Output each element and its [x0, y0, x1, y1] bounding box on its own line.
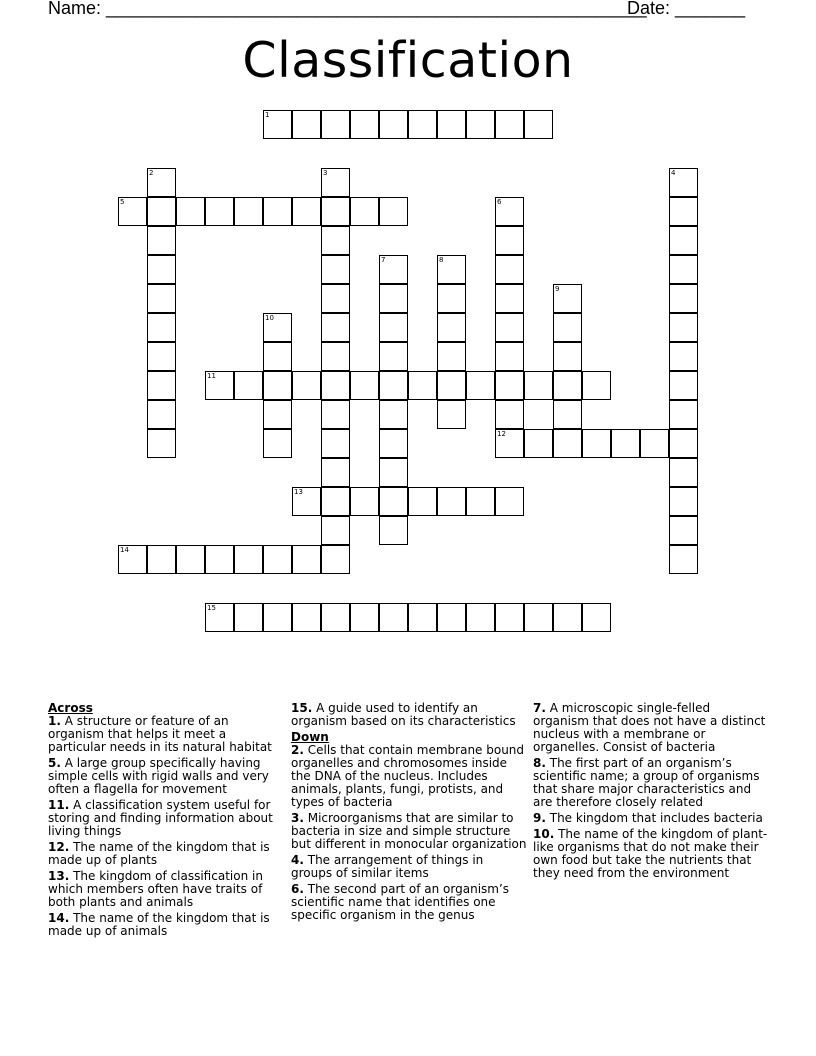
crossword-cell[interactable] [553, 603, 582, 632]
crossword-cell[interactable] [292, 371, 321, 400]
crossword-cell[interactable] [437, 603, 466, 632]
clue-text: The arrangement of things in groups of similar items [291, 853, 484, 880]
clue-item [291, 744, 527, 809]
crossword-cell[interactable] [437, 400, 466, 429]
across-heading: Across [48, 701, 93, 715]
crossword-cell[interactable] [147, 400, 176, 429]
cell-number: 14 [120, 546, 129, 554]
crossword-cell[interactable] [321, 371, 350, 400]
crossword-cell[interactable] [582, 603, 611, 632]
crossword-cell[interactable] [669, 197, 698, 226]
crossword-cell[interactable] [669, 313, 698, 342]
crossword-cell[interactable] [379, 458, 408, 487]
crossword-cell[interactable] [553, 400, 582, 429]
crossword-cell[interactable] [524, 429, 553, 458]
crossword-cell[interactable] [669, 371, 698, 400]
cell-number: 10 [265, 314, 274, 322]
crossword-cell[interactable] [350, 110, 379, 139]
cell-number: 13 [294, 488, 303, 496]
cell-number: 15 [207, 604, 216, 612]
crossword-cell[interactable] [292, 487, 321, 516]
clue-text: The second part of an organism’s scientific name that identifies one specific organism in the genus [291, 882, 510, 922]
crossword-cell[interactable] [466, 110, 495, 139]
clue-number: 10. [533, 827, 555, 841]
crossword-cell[interactable] [350, 487, 379, 516]
clue-text: A guide used to identify an organism based on its characteristics [291, 701, 516, 728]
crossword-cell[interactable] [118, 545, 147, 574]
crossword-cell[interactable] [669, 168, 698, 197]
cell-number: 12 [497, 430, 506, 438]
cell-number: 2 [149, 169, 154, 177]
crossword-cell[interactable] [321, 342, 350, 371]
crossword-cell[interactable] [205, 371, 234, 400]
crossword-cell[interactable] [379, 400, 408, 429]
crossword-cell[interactable] [669, 226, 698, 255]
crossword-cell[interactable] [263, 197, 292, 226]
clue-item [533, 702, 769, 754]
crossword-cell[interactable] [437, 110, 466, 139]
clue-number: 1. [48, 714, 61, 728]
clue-text: The first part of an organism’s scientific name; a group of organisms that share major characteristics and are therefore closely related [533, 756, 760, 809]
crossword-cell[interactable] [408, 110, 437, 139]
crossword-cell[interactable] [205, 545, 234, 574]
crossword-cell[interactable] [553, 371, 582, 400]
crossword-cell[interactable] [118, 197, 147, 226]
crossword-cell[interactable] [147, 545, 176, 574]
clue-item [48, 715, 284, 754]
crossword-cell[interactable] [466, 371, 495, 400]
crossword-cell[interactable] [495, 487, 524, 516]
clue-text: The name of the kingdom of plant-like organisms that do not make their own food but take the nutrients that they need from the environment [533, 827, 768, 880]
crossword-cell[interactable] [263, 603, 292, 632]
clue-text: A large group specifically having simple cells with rigid walls and very often a flagella for movement [48, 756, 269, 796]
crossword-cell[interactable] [234, 371, 263, 400]
crossword-cell[interactable] [669, 545, 698, 574]
clue-number: 7. [533, 701, 546, 715]
cell-number: 5 [120, 198, 125, 206]
page-title: Classification [242, 32, 574, 89]
clue-number: 11. [48, 798, 70, 812]
clue-item [533, 812, 769, 825]
clue-number: 13. [48, 869, 70, 883]
crossword-cell[interactable] [321, 313, 350, 342]
crossword-cell[interactable] [350, 603, 379, 632]
cell-number: 1 [265, 111, 270, 119]
crossword-cell[interactable] [379, 110, 408, 139]
crossword-cell[interactable] [147, 197, 176, 226]
cell-number: 3 [323, 169, 328, 177]
crossword-cell[interactable] [176, 197, 205, 226]
crossword-cell[interactable] [495, 603, 524, 632]
crossword-cell[interactable] [495, 226, 524, 255]
crossword-cell[interactable] [292, 545, 321, 574]
clue-item [291, 812, 527, 851]
crossword-cell[interactable] [669, 429, 698, 458]
crossword-cell[interactable] [321, 516, 350, 545]
crossword-cell[interactable] [553, 342, 582, 371]
crossword-cell[interactable] [205, 603, 234, 632]
crossword-cell[interactable] [234, 197, 263, 226]
crossword-cell[interactable] [205, 197, 234, 226]
crossword-cell[interactable] [321, 226, 350, 255]
clue-text: The name of the kingdom that is made up of animals [48, 911, 270, 938]
crossword-cell[interactable] [147, 255, 176, 284]
name-line[interactable]: Name: ______________________________________________________ [48, 0, 647, 18]
crossword-cell[interactable] [321, 487, 350, 516]
clue-column-2 [291, 702, 527, 925]
crossword-cell[interactable] [582, 371, 611, 400]
clue-item [291, 883, 527, 922]
crossword-cell[interactable] [437, 487, 466, 516]
clue-number: 5. [48, 756, 61, 770]
crossword-cell[interactable] [292, 110, 321, 139]
crossword-cell[interactable] [553, 313, 582, 342]
crossword-cell[interactable] [379, 516, 408, 545]
crossword-cell[interactable] [292, 603, 321, 632]
clue-text: Cells that contain membrane bound organelles and chromosomes inside the DNA of the nucleus. Includes animals, plants, fungi, protists, and types of bacteria [291, 743, 525, 809]
clue-column-3 [533, 702, 769, 883]
clue-text: The kingdom of classification in which members often have traits of both plants and animals [48, 869, 263, 909]
clue-text: The kingdom that includes bacteria [545, 811, 763, 825]
crossword-cell[interactable] [350, 371, 379, 400]
crossword-cell[interactable] [408, 487, 437, 516]
clue-number: 3. [291, 811, 304, 825]
cell-number: 7 [381, 256, 386, 264]
clue-text: A classification system useful for storing and finding information about living things [48, 798, 273, 838]
crossword-cell[interactable] [408, 603, 437, 632]
crossword-cell[interactable] [321, 110, 350, 139]
clue-item [291, 854, 527, 880]
crossword-cell[interactable] [379, 313, 408, 342]
clue-number: 9. [533, 811, 546, 825]
crossword-cell[interactable] [437, 255, 466, 284]
crossword-cell[interactable] [669, 458, 698, 487]
crossword-cell[interactable] [263, 400, 292, 429]
crossword-cell[interactable] [669, 487, 698, 516]
clue-text: A microscopic single-felled organism that does not have a distinct nucleus with a membrane or organelles. Consist of bacteria [533, 701, 766, 754]
crossword-cell[interactable] [495, 313, 524, 342]
crossword-cell[interactable] [495, 255, 524, 284]
crossword-cell[interactable] [234, 603, 263, 632]
clue-number: 4. [291, 853, 304, 867]
clue-column-1 [48, 702, 284, 941]
crossword-cell[interactable] [437, 313, 466, 342]
crossword-cell[interactable] [466, 603, 495, 632]
crossword-cell[interactable] [669, 342, 698, 371]
clue-item [291, 702, 527, 728]
clue-item [48, 912, 284, 938]
crossword-cell[interactable] [495, 371, 524, 400]
crossword-cell[interactable] [611, 429, 640, 458]
crossword-cell[interactable] [292, 197, 321, 226]
clue-item [533, 828, 769, 880]
crossword-cell[interactable] [321, 255, 350, 284]
clue-text: Microorganisms that are similar to bacteria in size and simple structure but different in monocular organization [291, 811, 527, 851]
crossword-cell[interactable] [321, 429, 350, 458]
crossword-cell[interactable] [524, 371, 553, 400]
crossword-cell[interactable] [263, 371, 292, 400]
crossword-cell[interactable] [321, 168, 350, 197]
crossword-cell[interactable] [379, 371, 408, 400]
crossword-cell[interactable] [379, 487, 408, 516]
date-line[interactable]: Date: _______ [627, 0, 746, 18]
crossword-cell[interactable] [669, 255, 698, 284]
crossword-cell[interactable] [350, 197, 379, 226]
crossword-cell[interactable] [147, 226, 176, 255]
crossword-cell[interactable] [379, 429, 408, 458]
crossword-cell[interactable] [524, 603, 553, 632]
crossword-cell[interactable] [321, 545, 350, 574]
crossword-cell[interactable] [379, 284, 408, 313]
clue-number: 14. [48, 911, 70, 925]
crossword-cell[interactable] [176, 545, 205, 574]
crossword-cell[interactable] [147, 168, 176, 197]
crossword-cell[interactable] [379, 603, 408, 632]
clue-item [48, 799, 284, 838]
clue-number: 12. [48, 840, 70, 854]
crossword-cell[interactable] [437, 342, 466, 371]
crossword-cell[interactable] [379, 342, 408, 371]
crossword-cell[interactable] [263, 313, 292, 342]
crossword-cell[interactable] [495, 110, 524, 139]
crossword-cell[interactable] [437, 284, 466, 313]
cell-number: 11 [207, 372, 216, 380]
crossword-cell[interactable] [321, 458, 350, 487]
cell-number: 9 [555, 285, 560, 293]
crossword-cell[interactable] [147, 371, 176, 400]
clue-number: 15. [291, 701, 313, 715]
crossword-cell[interactable] [669, 400, 698, 429]
crossword-cell[interactable] [147, 313, 176, 342]
crossword-cell[interactable] [321, 284, 350, 313]
cell-number: 4 [671, 169, 676, 177]
crossword-cell[interactable] [437, 371, 466, 400]
crossword-cell[interactable] [263, 342, 292, 371]
clue-text: A structure or feature of an organism that helps it meet a particular needs in its natural habitat [48, 714, 272, 754]
crossword-cell[interactable] [495, 284, 524, 313]
crossword-cell[interactable] [640, 429, 669, 458]
clue-item [48, 757, 284, 796]
cell-number: 8 [439, 256, 444, 264]
clue-item [48, 841, 284, 867]
crossword-cell[interactable] [263, 110, 292, 139]
crossword-cell[interactable] [495, 197, 524, 226]
crossword-cell[interactable] [466, 487, 495, 516]
crossword-cell[interactable] [321, 400, 350, 429]
crossword-cell[interactable] [147, 429, 176, 458]
clue-item [533, 757, 769, 809]
crossword-cell[interactable] [408, 371, 437, 400]
clue-number: 2. [291, 743, 304, 757]
crossword-cell[interactable] [669, 284, 698, 313]
crossword-cell[interactable] [321, 603, 350, 632]
clue-text: The name of the kingdom that is made up of plants [48, 840, 270, 867]
clue-number: 6. [291, 882, 304, 896]
down-heading: Down [291, 730, 329, 744]
crossword-cell[interactable] [495, 342, 524, 371]
crossword-cell[interactable] [263, 429, 292, 458]
crossword-cell[interactable] [234, 545, 263, 574]
crossword-cell[interactable] [669, 516, 698, 545]
crossword-cell[interactable] [495, 429, 524, 458]
crossword-cell[interactable] [147, 284, 176, 313]
crossword-cell[interactable] [524, 110, 553, 139]
crossword-cell[interactable] [379, 255, 408, 284]
crossword-cell[interactable] [582, 429, 611, 458]
crossword-cell[interactable] [553, 284, 582, 313]
crossword-cell[interactable] [263, 545, 292, 574]
clue-item [48, 870, 284, 909]
crossword-cell[interactable] [147, 342, 176, 371]
crossword-cell[interactable] [379, 197, 408, 226]
crossword-cell[interactable] [553, 429, 582, 458]
clue-number: 8. [533, 756, 546, 770]
crossword-cell[interactable] [495, 400, 524, 429]
crossword-cell[interactable] [321, 197, 350, 226]
cell-number: 6 [497, 198, 502, 206]
